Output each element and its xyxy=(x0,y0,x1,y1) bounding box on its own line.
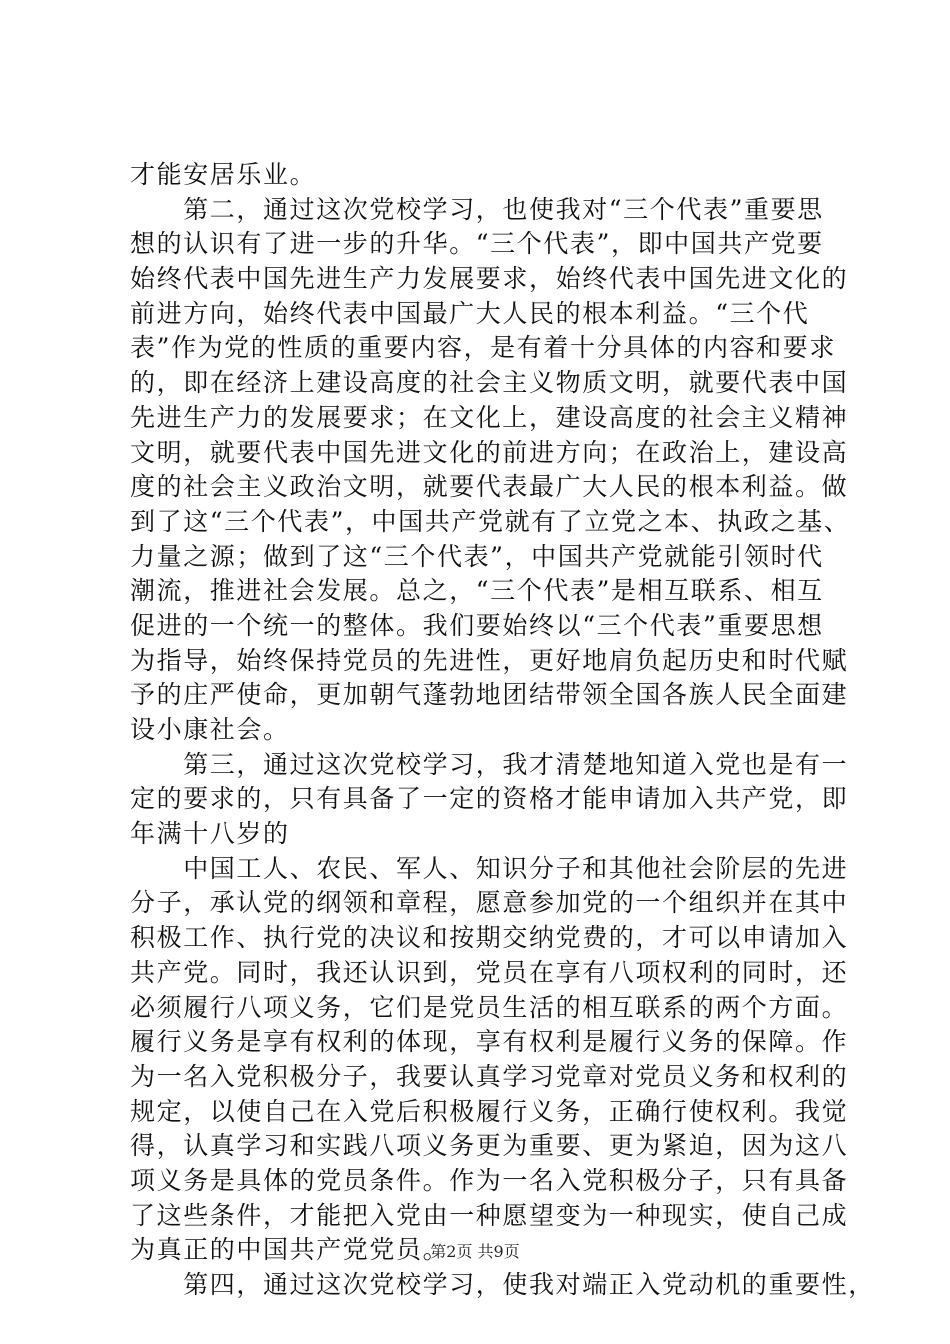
text-line: 表”作为党的性质的重要内容，是有着十分具体的内容和要求 xyxy=(130,333,836,363)
text-line: 潮流，推进社会发展。总之，“三个代表”是相互联系、相互 xyxy=(130,576,824,606)
text-line: 为真正的中国共产党党员。 xyxy=(130,1235,450,1265)
text-line: 第四，通过这次党校学习，使我对端正入党动机的重要性， xyxy=(130,1270,875,1299)
body-text xyxy=(130,158,875,1303)
text-line: 了这些条件，才能把入党由一种愿望变为一种现实，使自己成 xyxy=(130,1200,849,1230)
text-line: 为一名入党积极分子，我要认真学习党章对党员义务和权利的 xyxy=(130,1061,849,1091)
text-line: 定的要求的，只有具备了一定的资格才能申请加入共产党，即 xyxy=(130,784,849,814)
page-number-footer: 第2页 共9页 xyxy=(430,1242,520,1261)
text-line: 文明，就要代表中国先进文化的前进方向；在政治上，建设高 xyxy=(130,437,849,467)
text-line: 积极工作、执行党的决议和按期交纳党费的，才可以申请加入 xyxy=(130,923,849,953)
text-line: 力量之源；做到了这“三个代表”，中国共产党就能引领时代 xyxy=(130,541,824,571)
text-line: 履行义务是享有权利的体现，享有权利是履行义务的保障。作 xyxy=(130,1027,849,1057)
text-line: 先进生产力的发展要求；在文化上，建设高度的社会主义精神 xyxy=(130,402,849,432)
text-line: 才能安居乐业。 xyxy=(130,160,317,189)
text-line: 到了这“三个代表”，中国共产党就有了立党之本、执政之基、 xyxy=(130,506,851,536)
text-line: 的，即在经济上建设高度的社会主义物质文明，就要代表中国 xyxy=(130,368,849,398)
text-line: 年满十八岁的 xyxy=(130,819,290,849)
text-line: 予的庄严使命，更加朝气蓬勃地团结带领全国各族人民全面建 xyxy=(130,680,849,710)
text-line: 分子，承认党的纲领和章程，愿意参加党的一个组织并在其中 xyxy=(130,888,849,918)
text-line: 中国工人、农民、军人、知识分子和其他社会阶层的先进 xyxy=(130,853,849,883)
text-line: 前进方向，始终代表中国最广大人民的根本利益。“三个代 xyxy=(130,298,810,328)
text-line: 第二，通过这次党校学习，也使我对“三个代表”重要思 xyxy=(130,194,824,224)
text-line: 为指导，始终保持党员的先进性，更好地肩负起历史和时代赋 xyxy=(130,645,849,675)
text-line: 促进的一个统一的整体。我们要始终以“三个代表”重要思想 xyxy=(130,610,824,640)
text-line: 共产党。同时，我还认识到，党员在享有八项权利的同时，还 xyxy=(130,957,849,987)
text-line: 度的社会主义政治文明，就要代表最广大人民的根本利益。做 xyxy=(130,472,849,502)
text-line: 项义务是具体的党员条件。作为一名入党积极分子，只有具备 xyxy=(130,1165,849,1195)
text-line: 得，认真学习和实践八项义务更为重要、更为紧迫，因为这八 xyxy=(130,1131,849,1161)
text-line: 想的认识有了进一步的升华。“三个代表”，即中国共产党要 xyxy=(130,229,824,259)
text-line: 设小康社会。 xyxy=(130,715,290,744)
text-line: 必须履行八项义务，它们是党员生活的相互联系的两个方面。 xyxy=(130,992,849,1022)
text-line: 第三，通过这次党校学习，我才清楚地知道入党也是有一 xyxy=(130,749,849,779)
text-line: 始终代表中国先进生产力发展要求，始终代表中国先进文化的 xyxy=(130,264,849,294)
text-line: 规定，以使自己在入党后积极履行义务，正确行使权利。我觉 xyxy=(130,1096,849,1126)
